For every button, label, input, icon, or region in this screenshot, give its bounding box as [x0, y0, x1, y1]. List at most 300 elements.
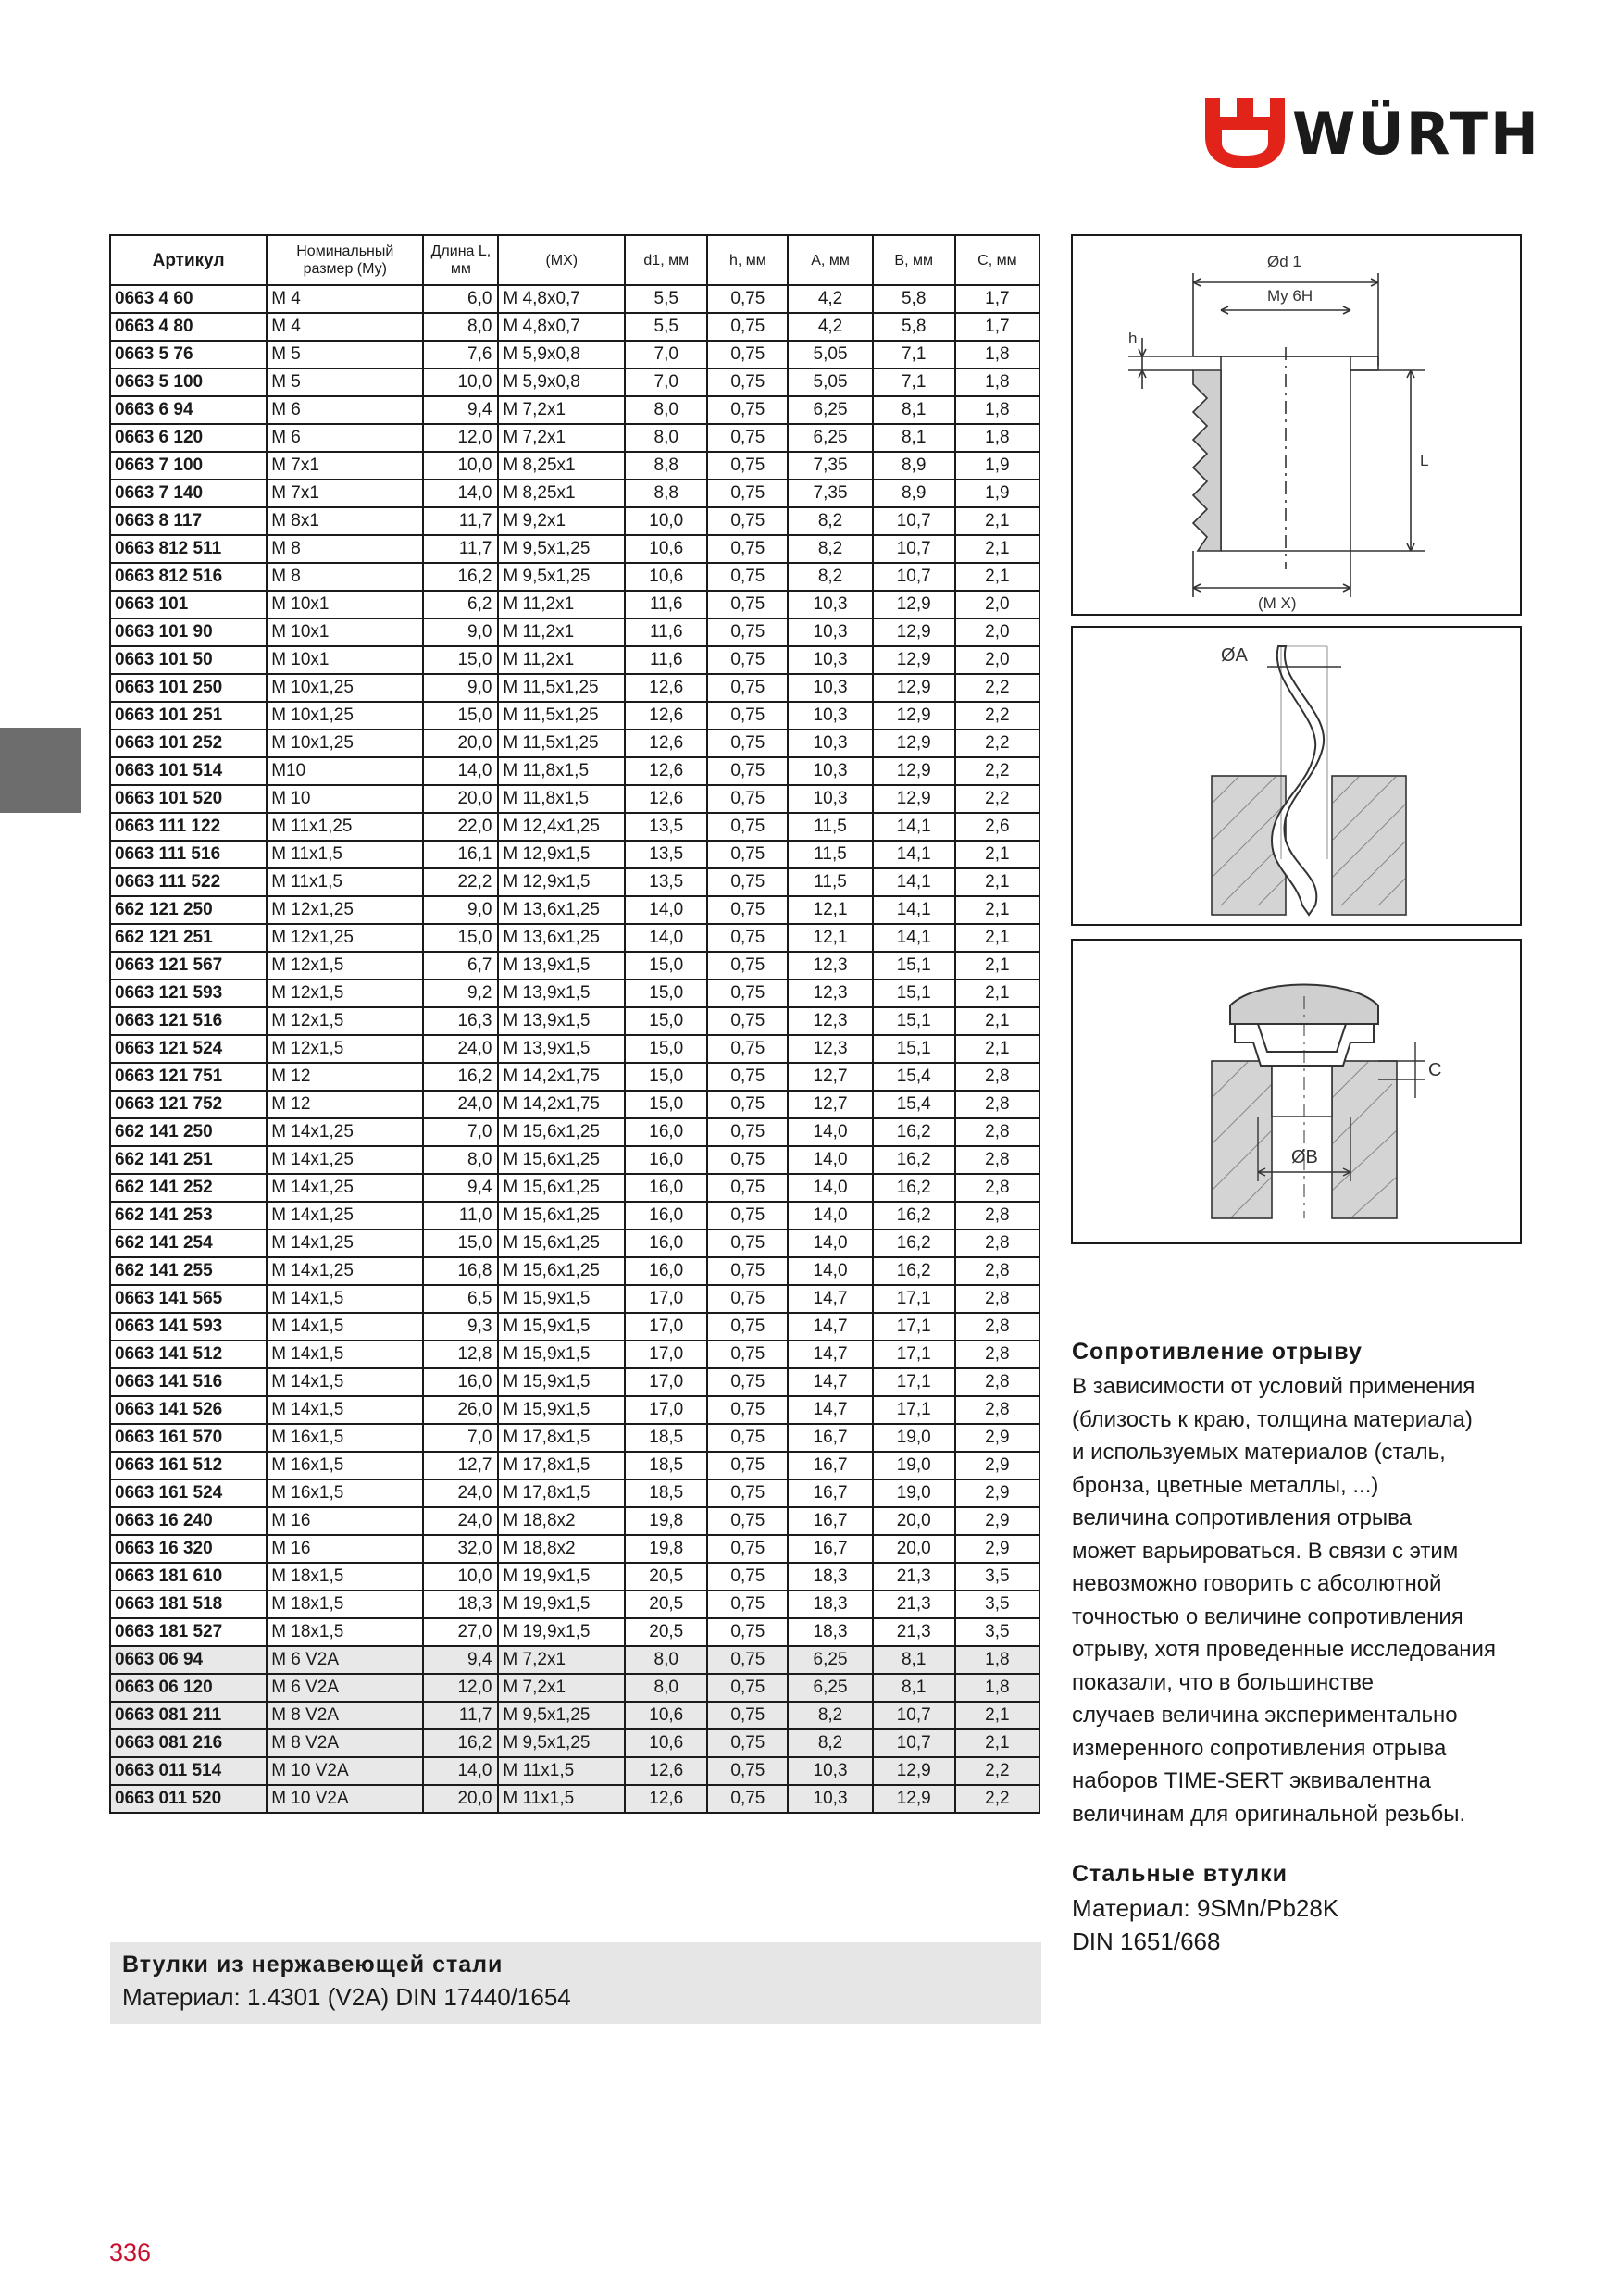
- table-row: [110, 535, 1039, 563]
- cell-mx: М 11,8x1,5: [498, 785, 625, 813]
- cell-article: 0663 121 593: [110, 980, 267, 1007]
- cell-nominal: М 6: [267, 424, 423, 452]
- cell-article: 0663 16 320: [110, 1535, 267, 1563]
- cell-a: 10,3: [788, 730, 872, 757]
- cell-nominal: М 8 V2A: [267, 1729, 423, 1757]
- table-row: [110, 1757, 1039, 1785]
- cell-h: 0,75: [707, 535, 788, 563]
- table-row: [110, 341, 1039, 368]
- table-row: [110, 1479, 1039, 1507]
- cell-length: 22,0: [423, 813, 498, 841]
- cell-nominal: М 10x1: [267, 591, 423, 618]
- table-row: [110, 1063, 1039, 1091]
- cell-article: 0663 5 76: [110, 341, 267, 368]
- cell-article: 0663 812 511: [110, 535, 267, 563]
- table-header-row: [110, 235, 1039, 285]
- cell-c: 2,6: [955, 813, 1039, 841]
- cell-b: 10,7: [873, 507, 955, 535]
- cell-nominal: М 14x1,5: [267, 1368, 423, 1396]
- resistance-line: бронза, цветные металлы, ...): [1072, 1472, 1379, 1498]
- cell-c: 1,7: [955, 285, 1039, 313]
- resistance-title: Сопротивление отрыву: [1072, 1339, 1363, 1365]
- cell-h: 0,75: [707, 368, 788, 396]
- cell-c: 2,1: [955, 1729, 1039, 1757]
- cell-a: 8,2: [788, 535, 872, 563]
- cell-h: 0,75: [707, 1785, 788, 1813]
- cell-h: 0,75: [707, 1479, 788, 1507]
- cell-c: 2,2: [955, 730, 1039, 757]
- table-row: [110, 1174, 1039, 1202]
- cell-d1: 8,0: [625, 1646, 707, 1674]
- cell-length: 24,0: [423, 1507, 498, 1535]
- cell-h: 0,75: [707, 1118, 788, 1146]
- cell-a: 11,5: [788, 841, 872, 868]
- cell-article: 0663 101 251: [110, 702, 267, 730]
- cell-d1: 14,0: [625, 924, 707, 952]
- resistance-line: может варьироваться. В связи с этим: [1072, 1538, 1459, 1564]
- cell-mx: М 7,2x1: [498, 1674, 625, 1702]
- table-row: [110, 1702, 1039, 1729]
- cell-a: 14,0: [788, 1146, 872, 1174]
- cell-mx: М 11,2x1: [498, 618, 625, 646]
- cell-b: 21,3: [873, 1563, 955, 1591]
- cell-h: 0,75: [707, 341, 788, 368]
- resistance-line: В зависимости от условий применения: [1072, 1374, 1475, 1399]
- cell-b: 5,8: [873, 285, 955, 313]
- resistance-line: величина сопротивления отрыва: [1072, 1505, 1412, 1530]
- cell-h: 0,75: [707, 1507, 788, 1535]
- cell-c: 1,8: [955, 1646, 1039, 1674]
- cell-article: 0663 101 252: [110, 730, 267, 757]
- cell-article: 0663 6 94: [110, 396, 267, 424]
- cell-h: 0,75: [707, 1729, 788, 1757]
- cell-mx: М 7,2x1: [498, 1646, 625, 1674]
- cell-a: 10,3: [788, 785, 872, 813]
- table-row: [110, 1091, 1039, 1118]
- table-row: [110, 1368, 1039, 1396]
- cell-b: 12,9: [873, 1757, 955, 1785]
- cell-a: 16,7: [788, 1452, 872, 1479]
- cell-d1: 8,8: [625, 452, 707, 480]
- cell-b: 15,1: [873, 1035, 955, 1063]
- cell-length: 11,7: [423, 1702, 498, 1729]
- cell-h: 0,75: [707, 1007, 788, 1035]
- cell-length: 16,0: [423, 1368, 498, 1396]
- cell-d1: 12,6: [625, 1785, 707, 1813]
- cell-mx: М 8,25x1: [498, 452, 625, 480]
- table-row: [110, 1118, 1039, 1146]
- cell-h: 0,75: [707, 313, 788, 341]
- cell-a: 14,7: [788, 1368, 872, 1396]
- cell-h: 0,75: [707, 1424, 788, 1452]
- cell-mx: М 13,9x1,5: [498, 952, 625, 980]
- table-row: [110, 507, 1039, 535]
- cell-b: 14,1: [873, 896, 955, 924]
- cell-article: 0663 161 524: [110, 1479, 267, 1507]
- cell-c: 2,8: [955, 1174, 1039, 1202]
- cell-mx: М 19,9x1,5: [498, 1591, 625, 1618]
- cell-h: 0,75: [707, 1257, 788, 1285]
- cell-length: 12,0: [423, 1674, 498, 1702]
- cell-c: 2,1: [955, 952, 1039, 980]
- cell-nominal: М 12: [267, 1091, 423, 1118]
- cell-h: 0,75: [707, 1313, 788, 1341]
- table-row: [110, 424, 1039, 452]
- cell-c: 2,9: [955, 1479, 1039, 1507]
- cell-a: 11,5: [788, 868, 872, 896]
- cell-mx: М 7,2x1: [498, 396, 625, 424]
- cell-length: 16,3: [423, 1007, 498, 1035]
- cell-b: 10,7: [873, 563, 955, 591]
- cell-b: 17,1: [873, 1396, 955, 1424]
- cell-article: 0663 812 516: [110, 563, 267, 591]
- cell-h: 0,75: [707, 1646, 788, 1674]
- cell-h: 0,75: [707, 1174, 788, 1202]
- cell-length: 27,0: [423, 1618, 498, 1646]
- cell-c: 2,1: [955, 841, 1039, 868]
- cell-a: 12,3: [788, 1007, 872, 1035]
- cell-b: 19,0: [873, 1424, 955, 1452]
- cell-a: 5,05: [788, 341, 872, 368]
- cell-length: 16,2: [423, 1729, 498, 1757]
- cell-d1: 16,0: [625, 1229, 707, 1257]
- cell-h: 0,75: [707, 1368, 788, 1396]
- resistance-body: [1072, 1370, 1544, 1830]
- cell-nominal: М 12x1,5: [267, 1035, 423, 1063]
- cell-b: 14,1: [873, 841, 955, 868]
- cell-nominal: М 14x1,25: [267, 1174, 423, 1202]
- cell-d1: 17,0: [625, 1313, 707, 1341]
- col-header-c: C, мм: [955, 235, 1039, 285]
- cell-d1: 16,0: [625, 1118, 707, 1146]
- cell-nominal: М 16x1,5: [267, 1479, 423, 1507]
- cell-nominal: М 10x1,25: [267, 702, 423, 730]
- cell-a: 10,3: [788, 1757, 872, 1785]
- cell-article: 662 141 251: [110, 1146, 267, 1174]
- cell-mx: М 9,5x1,25: [498, 1702, 625, 1729]
- cell-b: 21,3: [873, 1618, 955, 1646]
- cell-length: 12,7: [423, 1452, 498, 1479]
- cell-mx: М 8,25x1: [498, 480, 625, 507]
- resistance-line: величинам для оригинальной резьбы.: [1072, 1801, 1466, 1827]
- cell-article: 0663 06 94: [110, 1646, 267, 1674]
- cell-b: 16,2: [873, 1229, 955, 1257]
- cell-mx: М 11x1,5: [498, 1757, 625, 1785]
- table-row: [110, 1202, 1039, 1229]
- table-row: [110, 757, 1039, 785]
- cell-length: 6,5: [423, 1285, 498, 1313]
- col-header-length: Длина L, мм: [423, 235, 498, 285]
- cell-article: 0663 081 211: [110, 1702, 267, 1729]
- cell-article: 0663 06 120: [110, 1674, 267, 1702]
- cell-d1: 7,0: [625, 341, 707, 368]
- table-row: [110, 1591, 1039, 1618]
- cell-c: 2,1: [955, 868, 1039, 896]
- cell-length: 9,0: [423, 674, 498, 702]
- table-row: [110, 924, 1039, 952]
- cell-d1: 12,6: [625, 757, 707, 785]
- cell-mx: М 17,8x1,5: [498, 1452, 625, 1479]
- cell-mx: М 12,9x1,5: [498, 868, 625, 896]
- cell-h: 0,75: [707, 591, 788, 618]
- cell-h: 0,75: [707, 507, 788, 535]
- cell-mx: М 15,6x1,25: [498, 1229, 625, 1257]
- cell-c: 1,8: [955, 396, 1039, 424]
- cell-length: 6,0: [423, 285, 498, 313]
- cell-c: 2,2: [955, 1757, 1039, 1785]
- cell-h: 0,75: [707, 785, 788, 813]
- cell-a: 18,3: [788, 1563, 872, 1591]
- cell-d1: 13,5: [625, 868, 707, 896]
- cell-a: 4,2: [788, 313, 872, 341]
- cell-a: 14,0: [788, 1118, 872, 1146]
- cell-article: 0663 5 100: [110, 368, 267, 396]
- cell-b: 8,1: [873, 396, 955, 424]
- cell-b: 21,3: [873, 1591, 955, 1618]
- cell-c: 2,9: [955, 1535, 1039, 1563]
- cell-a: 12,3: [788, 1035, 872, 1063]
- wurth-logo-text: WÜRTH: [1292, 100, 1540, 168]
- cell-c: 2,1: [955, 507, 1039, 535]
- cell-mx: М 15,6x1,25: [498, 1257, 625, 1285]
- table-row: [110, 368, 1039, 396]
- cell-d1: 18,5: [625, 1452, 707, 1479]
- cell-h: 0,75: [707, 1146, 788, 1174]
- cell-b: 19,0: [873, 1452, 955, 1479]
- cell-a: 14,0: [788, 1202, 872, 1229]
- cell-mx: М 15,9x1,5: [498, 1341, 625, 1368]
- cell-a: 6,25: [788, 396, 872, 424]
- cell-c: 3,5: [955, 1563, 1039, 1591]
- cell-h: 0,75: [707, 757, 788, 785]
- cell-d1: 19,8: [625, 1535, 707, 1563]
- cell-a: 12,1: [788, 896, 872, 924]
- cell-b: 12,9: [873, 674, 955, 702]
- table-row: [110, 396, 1039, 424]
- cell-d1: 12,6: [625, 730, 707, 757]
- fig3-c-label: C: [1428, 1060, 1442, 1080]
- cell-article: 662 141 254: [110, 1229, 267, 1257]
- cell-mx: М 9,5x1,25: [498, 1729, 625, 1757]
- cell-a: 14,0: [788, 1257, 872, 1285]
- cell-c: 2,9: [955, 1424, 1039, 1452]
- cell-c: 2,1: [955, 1007, 1039, 1035]
- cell-c: 3,5: [955, 1618, 1039, 1646]
- table-row: [110, 730, 1039, 757]
- cell-mx: М 11x1,5: [498, 1785, 625, 1813]
- cell-h: 0,75: [707, 1063, 788, 1091]
- cell-nominal: М 5: [267, 341, 423, 368]
- cell-article: 0663 161 570: [110, 1424, 267, 1452]
- cell-length: 14,0: [423, 1757, 498, 1785]
- cell-article: 0663 181 610: [110, 1563, 267, 1591]
- cell-d1: 15,0: [625, 980, 707, 1007]
- cell-length: 10,0: [423, 452, 498, 480]
- cell-b: 17,1: [873, 1285, 955, 1313]
- cell-c: 2,1: [955, 896, 1039, 924]
- cell-a: 12,3: [788, 952, 872, 980]
- cell-d1: 16,0: [625, 1257, 707, 1285]
- cell-article: 0663 011 520: [110, 1785, 267, 1813]
- cell-h: 0,75: [707, 1091, 788, 1118]
- cell-h: 0,75: [707, 1396, 788, 1424]
- cell-d1: 18,5: [625, 1424, 707, 1452]
- cell-nominal: М 14x1,25: [267, 1146, 423, 1174]
- cell-article: 0663 7 100: [110, 452, 267, 480]
- cell-c: 2,1: [955, 924, 1039, 952]
- resistance-line: отрыву, хотя проведенные исследования: [1072, 1637, 1496, 1662]
- cell-a: 8,2: [788, 1702, 872, 1729]
- cell-c: 2,1: [955, 535, 1039, 563]
- cell-b: 12,9: [873, 702, 955, 730]
- cell-a: 12,1: [788, 924, 872, 952]
- cell-a: 10,3: [788, 757, 872, 785]
- cell-h: 0,75: [707, 924, 788, 952]
- cell-a: 8,2: [788, 507, 872, 535]
- cell-length: 8,0: [423, 1146, 498, 1174]
- cell-c: 3,5: [955, 1591, 1039, 1618]
- cell-d1: 17,0: [625, 1368, 707, 1396]
- cell-nominal: М 10x1,25: [267, 730, 423, 757]
- cell-h: 0,75: [707, 813, 788, 841]
- cell-h: 0,75: [707, 1035, 788, 1063]
- cell-h: 0,75: [707, 1285, 788, 1313]
- cell-article: 0663 081 216: [110, 1729, 267, 1757]
- cell-nominal: М 16: [267, 1535, 423, 1563]
- cell-nominal: М 8x1: [267, 507, 423, 535]
- cell-nominal: М 10 V2A: [267, 1757, 423, 1785]
- cell-article: 0663 101 50: [110, 646, 267, 674]
- cell-mx: М 11,2x1: [498, 646, 625, 674]
- cell-c: 1,9: [955, 480, 1039, 507]
- cell-c: 2,8: [955, 1368, 1039, 1396]
- cell-mx: М 11,8x1,5: [498, 757, 625, 785]
- cell-c: 1,7: [955, 313, 1039, 341]
- cell-mx: М 9,2x1: [498, 507, 625, 535]
- cell-a: 10,3: [788, 702, 872, 730]
- cell-b: 8,1: [873, 1646, 955, 1674]
- cell-length: 16,1: [423, 841, 498, 868]
- resistance-line: показали, что в большинстве: [1072, 1669, 1375, 1695]
- table-row: [110, 1507, 1039, 1535]
- steel-din: DIN 1651/668: [1072, 1928, 1221, 1955]
- fig1-h-label: h: [1128, 330, 1138, 347]
- table-row: [110, 1396, 1039, 1424]
- cell-article: 0663 121 524: [110, 1035, 267, 1063]
- table-row: [110, 563, 1039, 591]
- cell-length: 22,2: [423, 868, 498, 896]
- cell-c: 1,9: [955, 452, 1039, 480]
- cell-h: 0,75: [707, 1618, 788, 1646]
- cell-a: 18,3: [788, 1618, 872, 1646]
- cell-h: 0,75: [707, 563, 788, 591]
- cell-c: 2,1: [955, 1702, 1039, 1729]
- cell-d1: 10,0: [625, 507, 707, 535]
- col-header-nominal: Номинальный размер (Му): [267, 235, 423, 285]
- cell-h: 0,75: [707, 396, 788, 424]
- cell-mx: М 15,9x1,5: [498, 1313, 625, 1341]
- cell-mx: М 18,8x2: [498, 1535, 625, 1563]
- fig3-b-label: ØB: [1291, 1147, 1318, 1167]
- cell-b: 17,1: [873, 1368, 955, 1396]
- cell-h: 0,75: [707, 674, 788, 702]
- cell-c: 2,2: [955, 702, 1039, 730]
- cell-a: 14,0: [788, 1174, 872, 1202]
- cell-nominal: М 7x1: [267, 480, 423, 507]
- table-row: [110, 1341, 1039, 1368]
- table-row: [110, 1007, 1039, 1035]
- cell-article: 0663 101 520: [110, 785, 267, 813]
- cell-article: 662 141 253: [110, 1202, 267, 1229]
- cell-h: 0,75: [707, 1674, 788, 1702]
- col-header-article: Артикул: [110, 235, 267, 285]
- resistance-line: (близость к краю, толщина материала): [1072, 1406, 1473, 1432]
- table-row: [110, 785, 1039, 813]
- cell-nominal: М 14x1,5: [267, 1341, 423, 1368]
- cell-article: 0663 181 518: [110, 1591, 267, 1618]
- cell-d1: 15,0: [625, 1007, 707, 1035]
- cell-length: 6,7: [423, 952, 498, 980]
- cell-a: 7,35: [788, 452, 872, 480]
- cell-mx: М 11,2x1: [498, 591, 625, 618]
- cell-length: 9,0: [423, 618, 498, 646]
- cell-mx: М 7,2x1: [498, 424, 625, 452]
- cell-h: 0,75: [707, 1341, 788, 1368]
- cell-nominal: М 18x1,5: [267, 1563, 423, 1591]
- cell-article: 0663 111 522: [110, 868, 267, 896]
- resistance-line: и используемых материалов (сталь,: [1072, 1440, 1446, 1465]
- cell-b: 10,7: [873, 1729, 955, 1757]
- cell-nominal: М 8: [267, 535, 423, 563]
- cell-d1: 20,5: [625, 1563, 707, 1591]
- cell-d1: 16,0: [625, 1202, 707, 1229]
- cell-b: 8,9: [873, 480, 955, 507]
- cell-d1: 18,5: [625, 1479, 707, 1507]
- cell-nominal: М 6: [267, 396, 423, 424]
- steel-material: Материал: 9SMn/Pb28K: [1072, 1894, 1339, 1922]
- cell-nominal: М 11x1,5: [267, 841, 423, 868]
- cell-a: 10,3: [788, 591, 872, 618]
- cell-length: 24,0: [423, 1091, 498, 1118]
- cell-mx: М 9,5x1,25: [498, 535, 625, 563]
- specs-table: [109, 234, 1040, 1814]
- cell-c: 2,1: [955, 980, 1039, 1007]
- cell-h: 0,75: [707, 646, 788, 674]
- table-row: [110, 1313, 1039, 1341]
- cell-mx: М 15,6x1,25: [498, 1146, 625, 1174]
- cell-d1: 15,0: [625, 1091, 707, 1118]
- cell-c: 2,2: [955, 1785, 1039, 1813]
- cell-mx: М 19,9x1,5: [498, 1618, 625, 1646]
- fig1-l-label: L: [1420, 452, 1429, 469]
- col-header-h: h, мм: [707, 235, 788, 285]
- cell-a: 14,7: [788, 1396, 872, 1424]
- cell-article: 0663 141 516: [110, 1368, 267, 1396]
- cell-mx: М 15,9x1,5: [498, 1368, 625, 1396]
- table-row: [110, 618, 1039, 646]
- cell-article: 0663 011 514: [110, 1757, 267, 1785]
- cell-length: 9,3: [423, 1313, 498, 1341]
- cell-d1: 12,6: [625, 674, 707, 702]
- table-row: [110, 702, 1039, 730]
- wurth-logo-mark-icon: [1203, 96, 1287, 170]
- cell-a: 10,3: [788, 674, 872, 702]
- table-row: [110, 1146, 1039, 1174]
- cell-b: 15,4: [873, 1091, 955, 1118]
- cell-length: 8,0: [423, 313, 498, 341]
- cell-c: 2,8: [955, 1313, 1039, 1341]
- cell-h: 0,75: [707, 702, 788, 730]
